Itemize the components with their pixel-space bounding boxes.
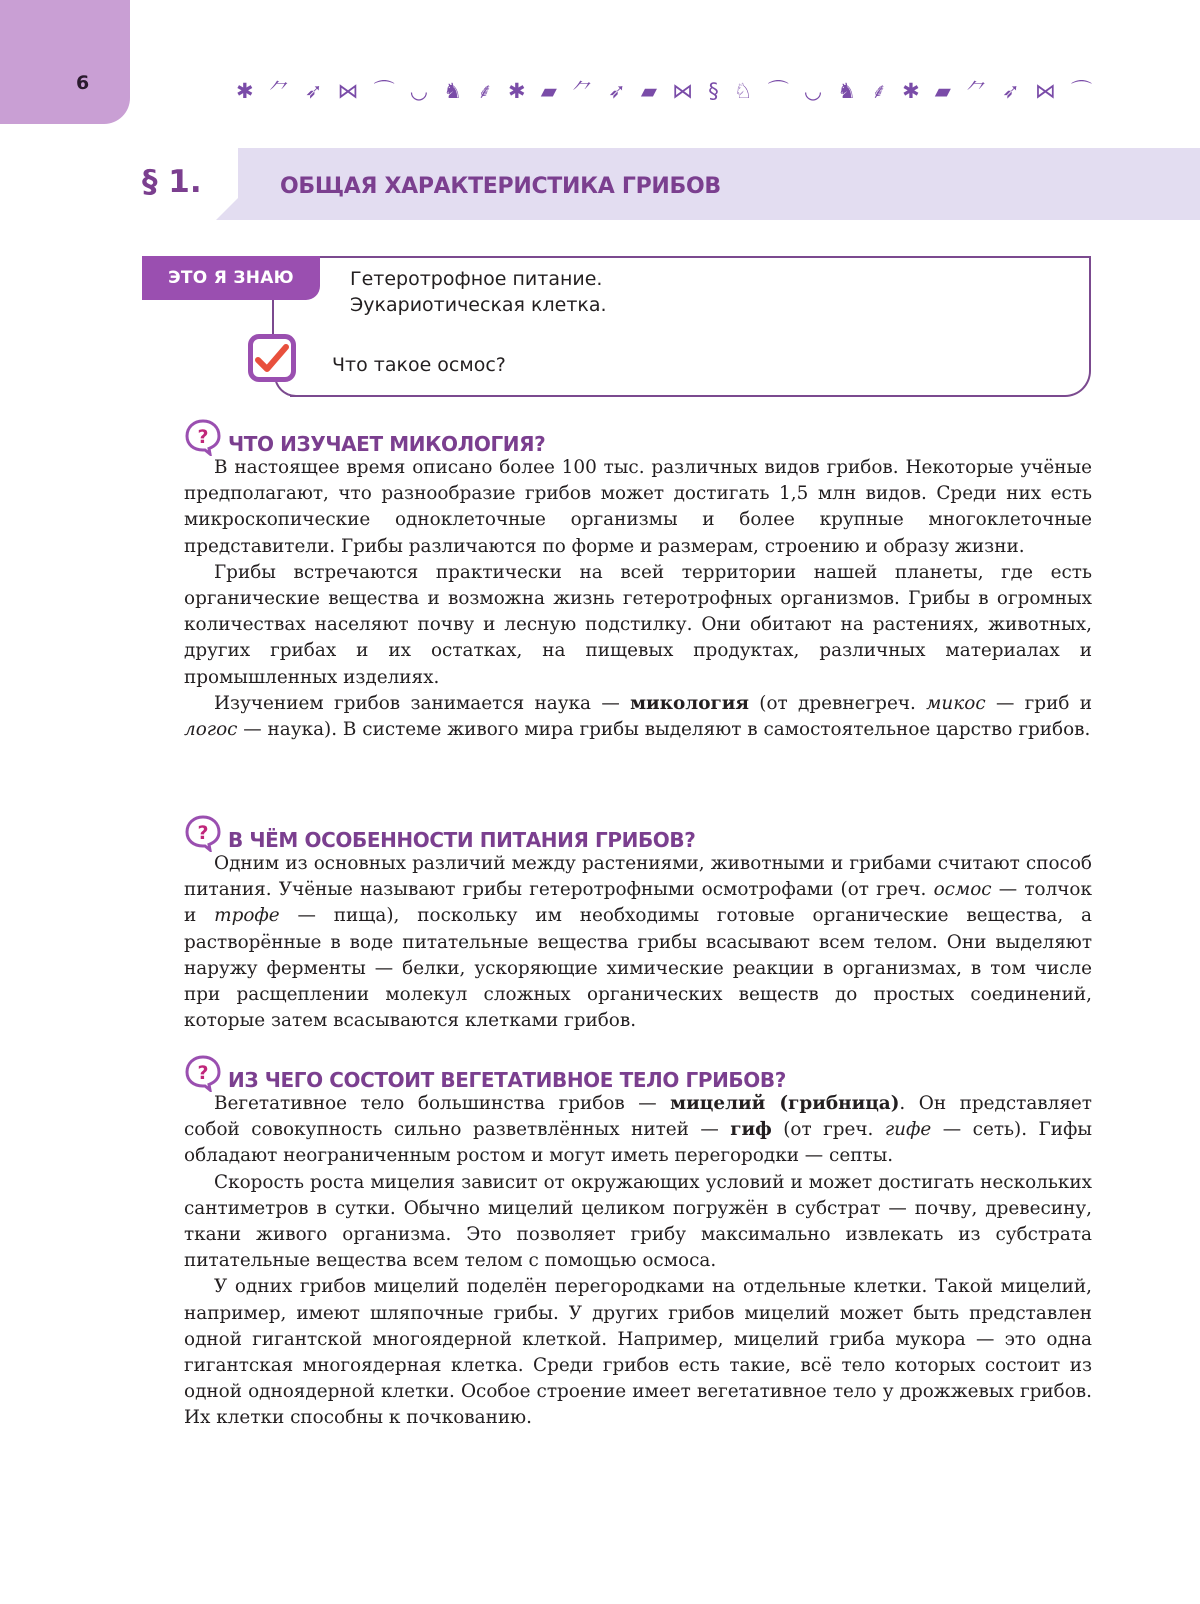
term-italic: трофе [214, 905, 280, 927]
bison-icon: ▰ [540, 78, 557, 103]
subsection-heading [184, 1054, 786, 1092]
animal-silhouette-strip [236, 76, 1092, 106]
text-run: — пища), поскольку им необходимы готовые органические вещества, а растворённые в воде питательные вещества грибы всасывают всем телом. Они выделяют наружу ферменты — белки, ускоряющие химические реакции в организмах, в том числе при расщеплении молекул сложных органических веществ до простых соединений, которые затем всасываются клетками грибов. [184, 905, 1092, 1032]
cat-icon: ⺈ [571, 78, 593, 103]
body-paragraph [184, 455, 1092, 560]
page-number-tab [0, 0, 130, 124]
subsection-heading [184, 814, 695, 852]
text-run: У одних грибов мицелий поделён перегородками на отдельные клетки. Такой мицелий, например, имеют шляпочные грибы. У других грибов мицелий может быть представлен одной гигантской многоядерной клеткой. Например, мицелий гриба мукора — это одна гигантская многоядерная клетка. Среди грибов есть такие, всё тело которых состоит из одной одноядерной клетки. Особое строение имеет вегетативное тело у дрожжевых грибов. Их клетки способны к почкованию. [184, 1276, 1092, 1429]
cat-icon: ⺈ [268, 78, 290, 103]
text-run: — толчок и [184, 879, 1092, 927]
body-paragraph [184, 1170, 1092, 1275]
prior-knowledge-list [350, 266, 607, 318]
section-number: § 1. [142, 164, 202, 200]
prior-knowledge-label: ЭТО Я ЗНАЮ [142, 256, 320, 300]
antelope-icon: ➶ [304, 78, 323, 103]
subsection-title: В ЧЁМ ОСОБЕННОСТИ ПИТАНИЯ ГРИБОВ? [228, 828, 696, 852]
svg-text:?: ? [197, 822, 209, 844]
subsection-title: ЧТО ИЗУЧАЕТ МИКОЛОГИЯ? [228, 432, 546, 456]
bird-icon: ⌒ [373, 78, 395, 103]
checkmark-icon [255, 343, 289, 373]
text-run: — гриб и [985, 692, 1092, 714]
text-run: Грибы встречаются практически на всей территории нашей планеты, где есть органические вещества и возможна жизнь гетеротрофных организмов. Грибы в огромных количествах населяют почву и лесную подстилку. Они обитают на растениях, животных, других грибах и их остатках, на пищевых продуктах, различных материалах и промышленных изделиях. [184, 561, 1092, 688]
svg-text:?: ? [197, 1062, 209, 1084]
term-bold: гиф [730, 1119, 772, 1141]
bison-icon: ▰ [934, 78, 951, 103]
text-run: Одним из основных различий между растениями, животными и грибами считают способ питания. Учёные называют грибы гетеротрофными осмотрофами (от греч. [184, 853, 1092, 901]
text-run: Скорость роста мицелия зависит от окружающих условий и может достигать нескольких сантиметров в сутки. Обычно мицелий целиком погружён в субстрат — почву, древесину, ткани живого организма. Это позволяет грибу максимально извлекать из субстрата питательные вещества всем телом с помощью осмоса. [184, 1171, 1092, 1272]
antelope-icon: ➶ [1002, 78, 1020, 103]
text-run: — сеть). Гифы обладают неограниченным ростом и могут иметь перегородки — септы. [184, 1119, 1092, 1167]
term-italic: микос [926, 692, 986, 714]
body-paragraph [184, 1274, 1092, 1431]
text-run: (от греч. [771, 1119, 885, 1141]
cat-icon: ⺈ [966, 78, 988, 103]
self-check-question: Что такое осмос? [332, 354, 506, 376]
butterfly-icon: ⋈ [337, 78, 359, 103]
question-bubble-icon [184, 1054, 222, 1092]
text-run: — наука). В системе живого мира грибы выделяют в самостоятельное царство грибов. [237, 719, 1091, 741]
moose-icon: ♞ [443, 78, 463, 103]
scorpion-icon: § [708, 78, 719, 103]
butterfly-icon: ⋈ [672, 78, 694, 103]
body-paragraph [184, 560, 1092, 691]
text-run: Вегетативное тело большинства грибов — [214, 1093, 671, 1114]
moth-icon: ✱ [236, 78, 254, 103]
subsection-body [184, 455, 1092, 743]
box-connector-line [272, 296, 274, 336]
horse-icon: ♘ [733, 78, 753, 103]
dolphin-icon: ◡ [409, 78, 429, 103]
moth-icon: ✱ [508, 78, 526, 103]
duck-icon: ⸙ [871, 78, 887, 103]
body-paragraph [184, 691, 1092, 743]
antelope-icon: ➶ [608, 78, 626, 103]
text-run: . Он представляет собой совокупность сильно разветвлённых нитей — [184, 1093, 1092, 1141]
moth-icon: ✱ [902, 78, 920, 103]
body-paragraph [184, 1091, 1092, 1170]
term-italic: гифе [884, 1119, 932, 1141]
text-run: В настоящее время описано более 100 тыс. различных видов грибов. Некоторые учёные предполагают, что разнообразие грибов может достигать 1,5 млн видов. Среди них есть микроскопические одноклеточные организмы и более крупные многоклеточные представители. Грибы различаются по форме и размерам, строению и образу жизни. [184, 457, 1092, 557]
subsection-title: ИЗ ЧЕГО СОСТОИТ ВЕГЕТАТИВНОЕ ТЕЛО ГРИБОВ? [228, 1068, 786, 1092]
moose-icon: ♞ [837, 78, 857, 103]
subsection-body [184, 1091, 1092, 1432]
prior-knowledge-item: Эукариотическая клетка. [350, 294, 607, 316]
question-bubble-icon [184, 814, 222, 852]
butterfly-icon: ⋈ [1034, 78, 1056, 103]
prior-knowledge-item: Гетеротрофное питание. [350, 268, 603, 290]
bison-icon: ▰ [640, 78, 657, 103]
term-bold: микология [630, 692, 749, 714]
svg-text:?: ? [197, 426, 209, 448]
subsection-heading [184, 418, 545, 456]
body-paragraph [184, 851, 1092, 1034]
bird-icon: ⌒ [767, 78, 789, 103]
checkmark-box [248, 334, 296, 382]
subsection-body [184, 851, 1092, 1034]
question-bubble-icon [184, 418, 222, 456]
term-italic: осмос [933, 879, 992, 901]
text-run: Изучением грибов занимается наука — [214, 692, 631, 714]
page-number: 6 [76, 72, 90, 94]
term-bold: мицелий (грибница) [670, 1093, 900, 1114]
bird-icon: ⌒ [1071, 78, 1092, 103]
text-run: (от древнегреч. [748, 692, 927, 714]
duck-icon: ⸙ [477, 78, 493, 103]
dolphin-icon: ◡ [803, 78, 823, 103]
section-title: ОБЩАЯ ХАРАКТЕРИСТИКА ГРИБОВ [280, 174, 721, 199]
term-italic: логос [184, 719, 238, 741]
